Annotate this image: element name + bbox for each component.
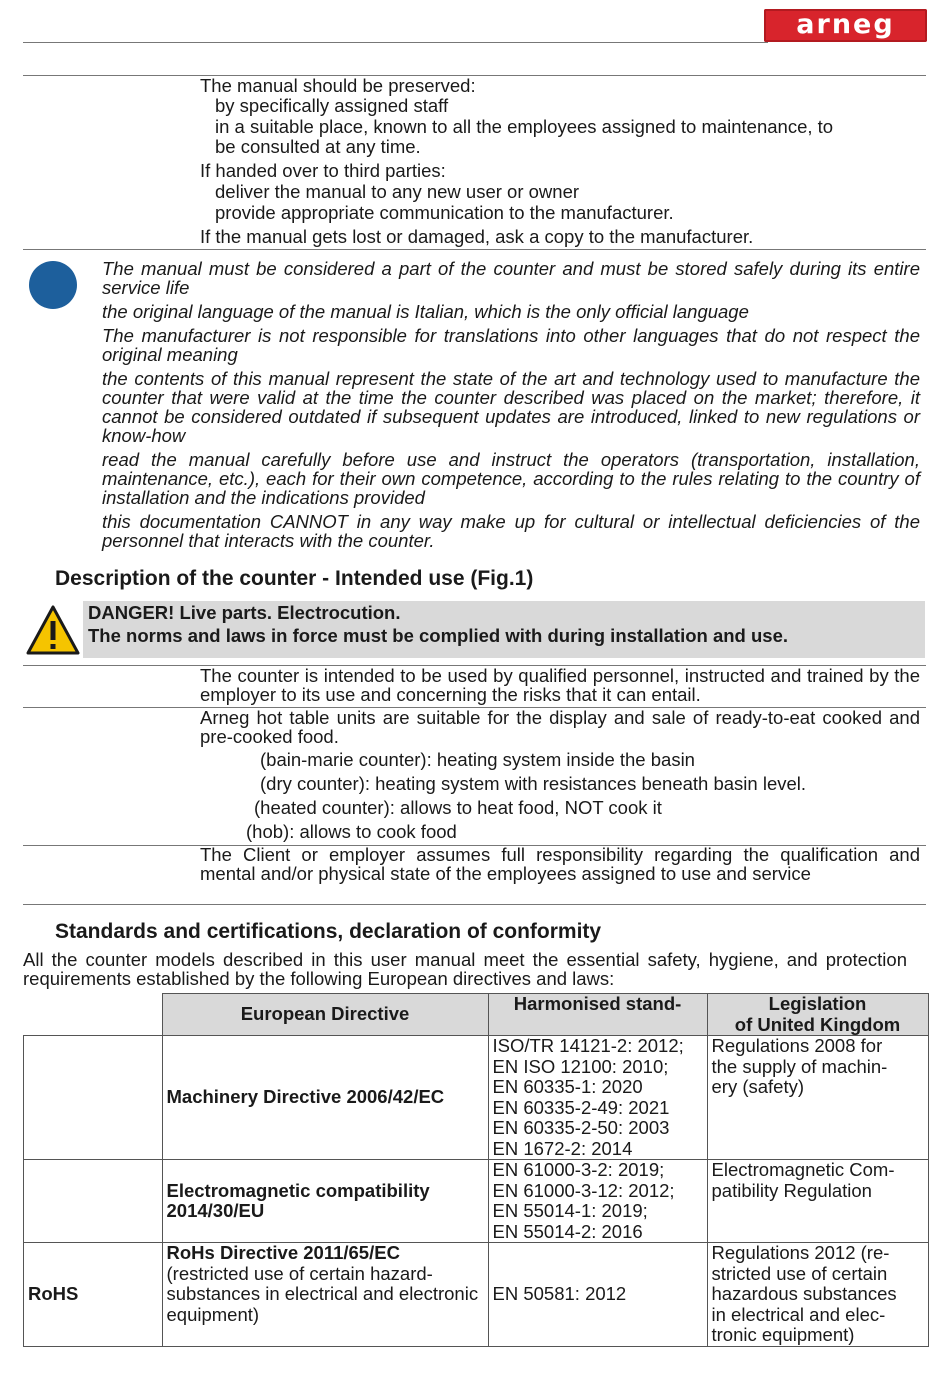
list-item: (dry counter): heating system with resistances beneath basin level. <box>260 773 807 794</box>
uk-line: hazardous substances <box>711 1283 897 1304</box>
header-uk-line: Legislation <box>768 993 867 1014</box>
intro-text: All the counter models described in this user manual meet the essential safety, hygiene, and protection requirements established by the following European directives and laws: <box>23 949 907 989</box>
preserve-line: deliver the manual to any new user or owner <box>215 181 580 202</box>
standards-cell <box>488 1036 707 1160</box>
section-title: Standards and certifications, declaration of conformity <box>55 920 602 943</box>
standard-line: EN 61000-3-12: 2012; <box>492 1179 675 1201</box>
table-row <box>24 1243 929 1347</box>
danger-line: The norms and laws in force must be complied with during installation and use. <box>88 625 789 646</box>
standard-line: EN 60335-1: 2020 <box>492 1076 643 1097</box>
uk-cell <box>707 1243 928 1347</box>
directive-cell <box>162 1243 488 1347</box>
uk-cell <box>707 1036 928 1160</box>
danger-line: DANGER! Live parts. Electrocution. <box>88 602 401 623</box>
standard-line: EN ISO 12100: 2010; <box>492 1055 669 1077</box>
standard-line: EN 60335-2-50: 2003 <box>492 1117 670 1138</box>
uk-line: in electrical and elec- <box>711 1303 886 1325</box>
standard-line: EN 55014-1: 2019; <box>492 1200 648 1221</box>
preserve-line: If the manual gets lost or damaged, ask a copy to the manufacturer. <box>200 226 754 247</box>
uk-line: ery (safety) <box>711 1076 805 1097</box>
list-item: (hob): allows to cook food <box>246 821 457 842</box>
preserve-line: be consulted at any time. <box>215 136 421 157</box>
danger-box <box>83 601 925 658</box>
row-label: RoHS <box>24 1243 163 1347</box>
divider <box>23 249 926 250</box>
divider <box>23 904 926 905</box>
uk-cell <box>707 1160 928 1243</box>
uk-line: Electromagnetic Com- <box>711 1159 895 1180</box>
preserve-line: by specifically assigned staff <box>215 95 449 116</box>
standard-line: EN 61000-3-2: 2019; <box>492 1159 665 1180</box>
directive-cell: Machinery Directive 2006/42/EC <box>162 1036 488 1160</box>
header-uk <box>707 994 928 1036</box>
note-text: this documentation CANNOT in any way make up for cultural or intellectual deficiencies of the personnel that interacts with the counter. <box>102 511 920 551</box>
empty-cell <box>24 994 163 1036</box>
header-rule <box>23 42 768 43</box>
preserve-line: provide appropriate communication to the manufacturer. <box>215 202 674 223</box>
directive-cell: Electromagnetic compatibility 2014/30/EU <box>162 1160 488 1243</box>
paragraph: The Client or employer assumes full responsibility regarding the qualification and mental and/or physical state of the employees assigned to use and service <box>200 844 920 884</box>
note-text: read the manual carefully before use and instruct the operators (transportation, installation, maintenance, etc.), each for their own competence, according to the rules relating to the country of installation and the indications provided <box>102 449 920 508</box>
list-item: (heated counter): allows to heat food, NOT cook it <box>254 797 662 818</box>
table-header-row <box>24 994 929 1036</box>
preserve-line: in a suitable place, known to all the employees assigned to maintenance, to <box>215 116 834 137</box>
row-label <box>24 1160 163 1243</box>
standard-line: EN 55014-2: 2016 <box>492 1220 643 1242</box>
directive-subtitle: (restricted use of certain hazard- substances in electrical and electronic equipment) <box>166 1262 479 1325</box>
note-text: The manual must be considered a part of the counter and must be stored safely during its entire service life <box>102 258 920 298</box>
uk-line: tronic equipment) <box>711 1324 855 1345</box>
uk-line: Regulations 2008 for <box>711 1035 883 1056</box>
table-row <box>24 1036 929 1160</box>
paragraph: Arneg hot table units are suitable for the display and sale of ready-to-eat cooked and pre-cooked food. <box>200 707 920 747</box>
uk-line: stricted use of certain <box>711 1262 888 1284</box>
header-uk-line: of United Kingdom <box>734 1013 901 1035</box>
info-dot-icon <box>29 261 77 309</box>
uk-line: Regulations 2012 (re- <box>711 1242 890 1263</box>
standards-cell <box>488 1160 707 1243</box>
standard-line: EN 50581: 2012 <box>492 1283 627 1304</box>
header-directive: European Directive <box>162 994 488 1036</box>
preserve-line: The manual should be preserved: <box>200 75 476 96</box>
note-text: the original language of the manual is Italian, which is the only official language <box>102 301 749 322</box>
row-label <box>24 1036 163 1160</box>
directive-title: RoHs Directive 2011/65/EC <box>166 1242 400 1263</box>
list-item: (bain-marie counter): heating system inside the basin <box>260 749 695 770</box>
standard-line: EN 60335-2-49: 2021 <box>492 1096 670 1118</box>
standard-line: ISO/TR 14121-2: 2012; <box>492 1035 684 1056</box>
uk-line: the supply of machin- <box>711 1055 888 1077</box>
preserve-line: If handed over to third parties: <box>200 160 446 181</box>
standard-line: EN 1672-2: 2014 <box>492 1137 633 1159</box>
header-standards: Harmonised stand- <box>488 994 707 1036</box>
note-text: The manufacturer is not responsible for translations into other languages that do not respect the original meaning <box>102 325 920 365</box>
arneg-logo: arneg <box>764 9 927 42</box>
directives-table <box>23 993 929 1347</box>
uk-line: patibility Regulation <box>711 1179 872 1201</box>
note-text: the contents of this manual represent the state of the art and technology used to manufacture the counter that were valid at the time the counter described was placed on the market; therefore, it cannot be considered outdated if subsequent updates are introduced, linked to new regulations or know-how <box>102 368 920 446</box>
standards-cell <box>488 1243 707 1347</box>
table-row <box>24 1160 929 1243</box>
warning-icon <box>26 604 80 656</box>
section-title: Description of the counter - Intended use (Fig.1) <box>55 567 534 590</box>
paragraph: The counter is intended to be used by qualified personnel, instructed and trained by the employer to its use and concerning the risks that it can entail. <box>200 665 920 705</box>
